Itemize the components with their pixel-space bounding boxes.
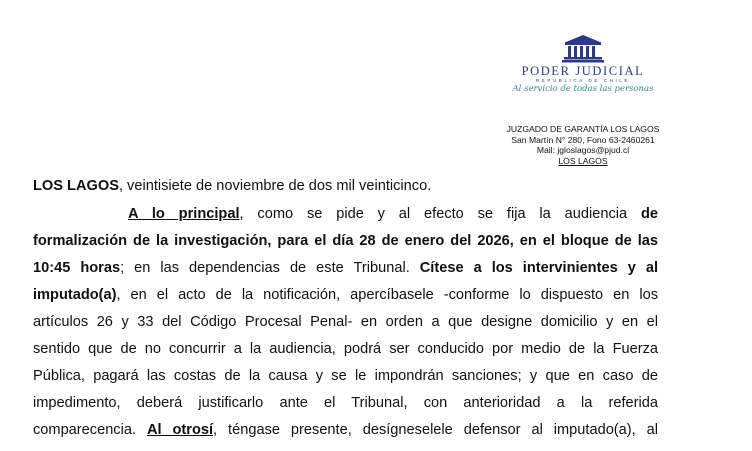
logo-title: PODER JUDICIAL bbox=[521, 64, 645, 78]
otrosi-label: Al otrosí bbox=[146, 422, 214, 438]
principal-label: A lo principal bbox=[128, 206, 240, 222]
paragraph-line-6: sentido que de no concurrir a la audiencia, podrá ser conducido por medio de la Fuerza bbox=[33, 341, 658, 357]
date-place: LOS LAGOS bbox=[33, 178, 119, 194]
court-name: JUZGADO DE GARANTÍA LOS LAGOS bbox=[506, 124, 660, 134]
line-1-text: , como se pide y al efecto se fija la audiencia bbox=[239, 206, 641, 222]
poder-judicial-logo bbox=[500, 33, 666, 94]
date-text: , veintisiete de noviembre de dos mil veinticinco. bbox=[118, 178, 432, 194]
paragraph-line-2 bbox=[33, 233, 658, 249]
line-3-bold: Cítese a los intervinientes y al bbox=[419, 260, 658, 276]
paragraph-line-4 bbox=[33, 287, 658, 303]
line-3-text: ; en las dependencias de este Tribunal. bbox=[120, 260, 420, 276]
line-1-bold: de bbox=[640, 206, 658, 222]
paragraph-line-7: Pública, pagará las costas de la causa y se le impondrán sanciones; y que en caso de bbox=[33, 368, 658, 384]
line-9-rest: , téngase presente, desígneselele defensor al imputado(a), al bbox=[213, 422, 658, 438]
line-2-bold: formalización de la investigación, para el día 28 de enero del 2026, en el bloque de las bbox=[33, 233, 658, 249]
line-9-text: comparecencia. bbox=[33, 422, 147, 438]
line-4-bold: imputado(a) bbox=[33, 287, 117, 303]
hearing-time: 10:45 horas bbox=[33, 260, 121, 276]
court-city: LOS LAGOS bbox=[558, 155, 608, 166]
line-4-text: , en el acto de la notificación, apercíbasele -conforme lo dispuesto en los bbox=[116, 287, 658, 303]
date-line bbox=[33, 178, 575, 194]
paragraph-line-1 bbox=[128, 206, 658, 222]
paragraph-line-5: artículos 26 y 33 del Código Procesal Penal- en orden a que designe domicilio y en el bbox=[33, 314, 658, 330]
courthouse-icon bbox=[560, 33, 606, 63]
logo-subtitle: REPÚBLICA DE CHILE bbox=[535, 78, 631, 83]
paragraph-line-3 bbox=[33, 260, 658, 276]
paragraph-line-9 bbox=[33, 422, 658, 438]
paragraph-line-8: impedimento, deberá justificarlo ante el Tribunal, con anterioridad a la referida bbox=[33, 395, 658, 411]
court-info bbox=[470, 124, 696, 166]
court-mail: Mail: jgloslagos@pjud.cl bbox=[536, 145, 630, 155]
logo-motto: Al servicio de todas las personas bbox=[512, 84, 654, 94]
court-address: San Martín N° 280, Fono 63-2460261 bbox=[511, 134, 655, 145]
